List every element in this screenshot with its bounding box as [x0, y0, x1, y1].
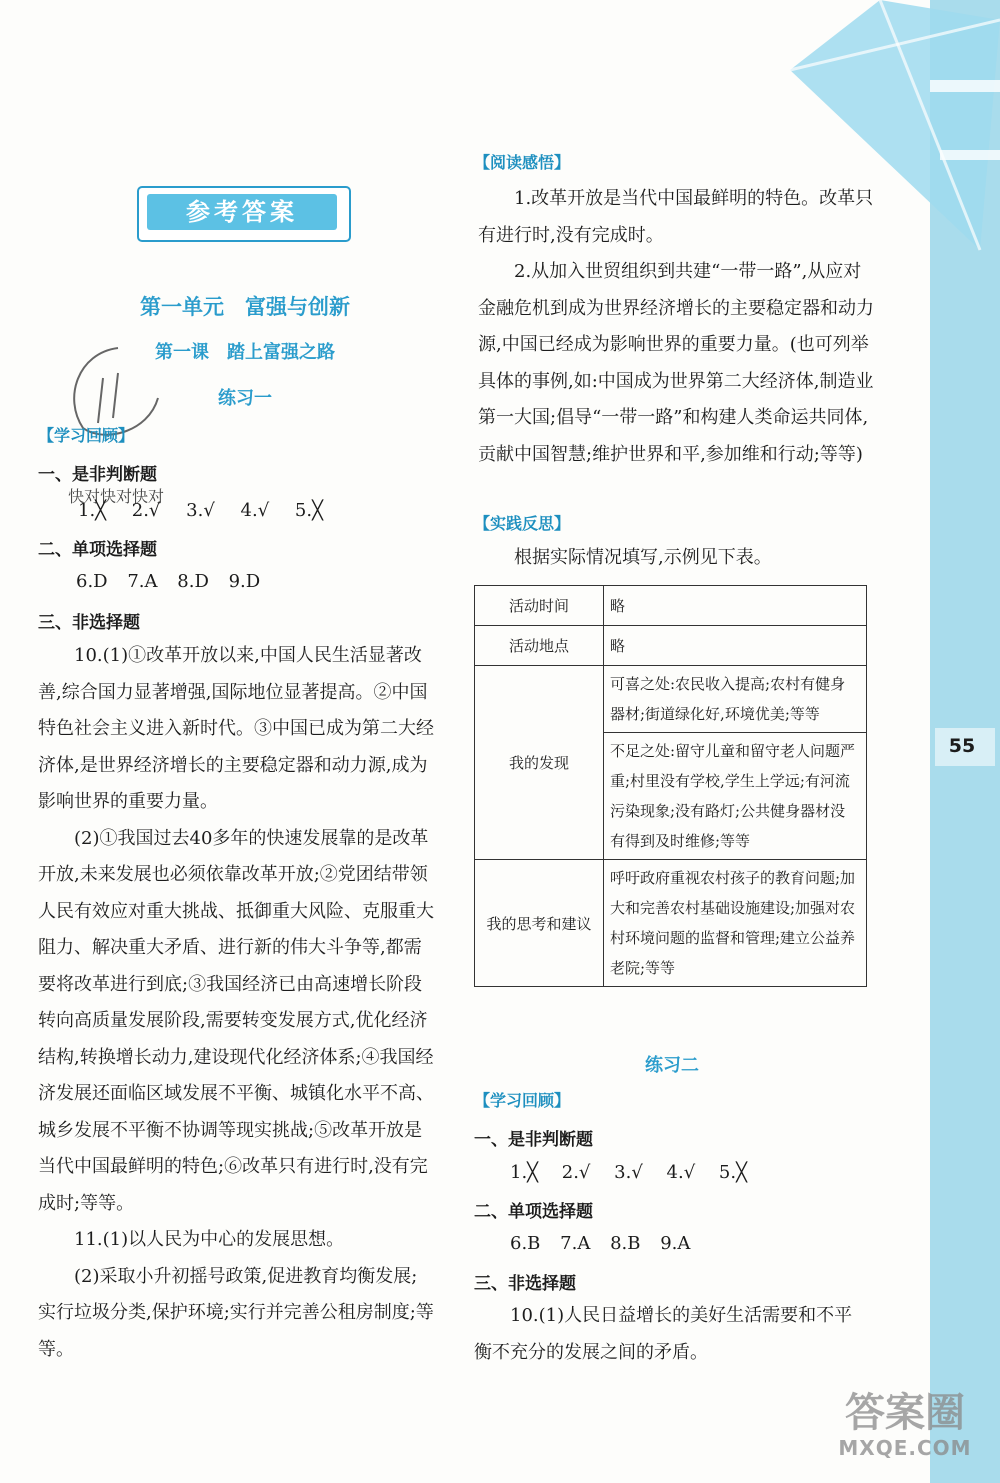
table-cell-label: 我的发现	[475, 666, 604, 860]
ex1-review-tag: 【学习回顾】	[38, 426, 135, 445]
answer-badge	[137, 186, 351, 242]
answer-item: 9.A	[660, 1233, 691, 1254]
answer-item: 6.D	[76, 571, 108, 592]
answer-item: 5.╳	[294, 500, 323, 521]
table-cell-value: 略	[604, 586, 867, 626]
ex1-part1-heading: 一、是非判断题	[38, 465, 157, 485]
ex2-review-tag: 【学习回顾】	[474, 1091, 571, 1110]
reading-body	[478, 181, 874, 473]
practice-tag: 【实践反思】	[474, 514, 571, 533]
answer-badge-title: 参考答案	[147, 194, 337, 230]
ex2-part2-heading: 二、单项选择题	[474, 1202, 593, 1222]
watermark-logo: 答案圈	[845, 1390, 965, 1436]
watermark	[820, 1390, 990, 1460]
ex1-part3-body	[38, 638, 434, 1368]
table-cell-value: 略	[604, 626, 867, 666]
answer-item: 6.B	[510, 1233, 541, 1254]
reading-p2: 2.从加入世贸组织到共建“一带一路”,从应对金融危机到成为世界经济增长的主要稳定器和动力源,中国已经成为影响世界的重要力量。(也可列举具体的事例,如:中国成为世界第二大经济体,制造业第一大国;倡导“一带一路”和构建人类命运共同体,贡献中国智慧;维护世界和平,参加维和行动;等等)	[478, 261, 874, 465]
table-cell-label: 活动时间	[475, 586, 604, 626]
ex1-q11-1: 11.(1)以人民为中心的发展思想。	[74, 1229, 345, 1250]
answer-item: 7.A	[127, 571, 158, 592]
ex1-q11-2: (2)采取小升初摇号政策,促进教育均衡发展;实行垃圾分类,保护环境;实行并完善公租房制度;等等。	[38, 1265, 434, 1360]
watermark-url: MXQE.COM	[838, 1436, 972, 1460]
answer-item: 7.A	[560, 1233, 591, 1254]
table-row	[475, 666, 867, 733]
ex2-part2-answers	[510, 1226, 690, 1263]
ex1-part1-answers	[78, 493, 323, 530]
practice-intro: 根据实际情况填写,示例见下表。	[514, 547, 772, 568]
table-cell-value: 可喜之处:农民收入提高;农村有健身器材;街道绿化好,环境优美;等等	[604, 666, 867, 733]
answer-item: 2.√	[131, 500, 161, 521]
answer-item: 2.√	[561, 1162, 591, 1183]
reading-tag: 【阅读感悟】	[474, 153, 571, 172]
reading-p1: 1.改革开放是当代中国最鲜明的特色。改革只有进行时,没有完成时。	[478, 188, 874, 246]
answer-item: 5.╳	[718, 1162, 747, 1183]
answer-item: 8.B	[610, 1233, 641, 1254]
table-row	[475, 626, 867, 666]
exercise1-title: 练习一	[218, 388, 272, 409]
table-row	[475, 586, 867, 626]
answer-item: 4.√	[666, 1162, 696, 1183]
table-cell-value: 不足之处:留守儿童和留守老人问题严重;村里没有学校,学生上学远;有河流污染现象;没有路灯;公共健身器材没有得到及时维修;等等	[604, 733, 867, 860]
ex2-part1-answers	[510, 1155, 747, 1192]
table-cell-label: 我的思考和建议	[475, 860, 604, 987]
table-row	[475, 860, 867, 987]
ex1-part2-heading: 二、单项选择题	[38, 540, 157, 560]
page-number: 55	[948, 735, 976, 757]
answer-item: 3.√	[614, 1162, 643, 1183]
ex1-part2-answers	[76, 564, 260, 601]
answer-item: 1.╳	[78, 500, 107, 521]
answer-item: 9.D	[228, 571, 261, 592]
lesson-title: 第一课 踏上富强之路	[155, 342, 335, 363]
handwritten-note: 快对快对快对	[68, 487, 165, 506]
ex2-q10-1: 10.(1)人民日益增长的美好生活需要和不平衡不充分的发展之间的矛盾。	[474, 1305, 853, 1363]
ex1-q10-2: (2)①我国过去40多年的快速发展靠的是改革开放,未来发展也必须依靠改革开放;②党团结带领人民有效应对重大挑战、抵御重大风险、克服重大阻力、解决重大矛盾、进行新的伟大斗争等,都需要将改革进行到底;③我国经济已由高速增长阶段转向高质量发展阶段,需要转变发展方式,优化经济结构,转换增长动力,建设现代化经济体系;④我国经济发展还面临区域发展不平衡、城镇化水平不高、城乡发展不平衡不协调等现实挑战;⑤改革开放是当代中国最鲜明的特色;⑥改革只有进行时,没有完成时;等等。	[38, 827, 434, 1214]
answer-item: 1.╳	[510, 1162, 539, 1183]
table-cell-value: 呼吁政府重视农村孩子的教育问题;加大和完善农村基础设施建设;加强对农村环境问题的监督和管理;建立公益养老院;等等	[604, 860, 867, 987]
ex1-q10-1: 10.(1)①改革开放以来,中国人民生活显著改善,综合国力显著增强,国际地位显著提高。②中国特色社会主义进入新时代。③中国已成为第二大经济体,是世界经济增长的主要稳定器和动力源,成为影响世界的重要力量。	[38, 645, 434, 812]
exercise2-title: 练习二	[645, 1055, 699, 1076]
answer-item: 3.√	[186, 500, 215, 521]
ex2-part3-heading: 三、非选择题	[474, 1274, 576, 1294]
activity-table	[474, 585, 867, 987]
answer-item: 4.√	[240, 500, 270, 521]
ex1-part3-heading: 三、非选择题	[38, 613, 140, 633]
ex2-part3-body	[474, 1298, 870, 1371]
answer-item: 8.D	[177, 571, 209, 592]
unit-title: 第一单元 富强与创新	[140, 295, 350, 319]
ex2-part1-heading: 一、是非判断题	[474, 1130, 593, 1150]
table-cell-label: 活动地点	[475, 626, 604, 666]
